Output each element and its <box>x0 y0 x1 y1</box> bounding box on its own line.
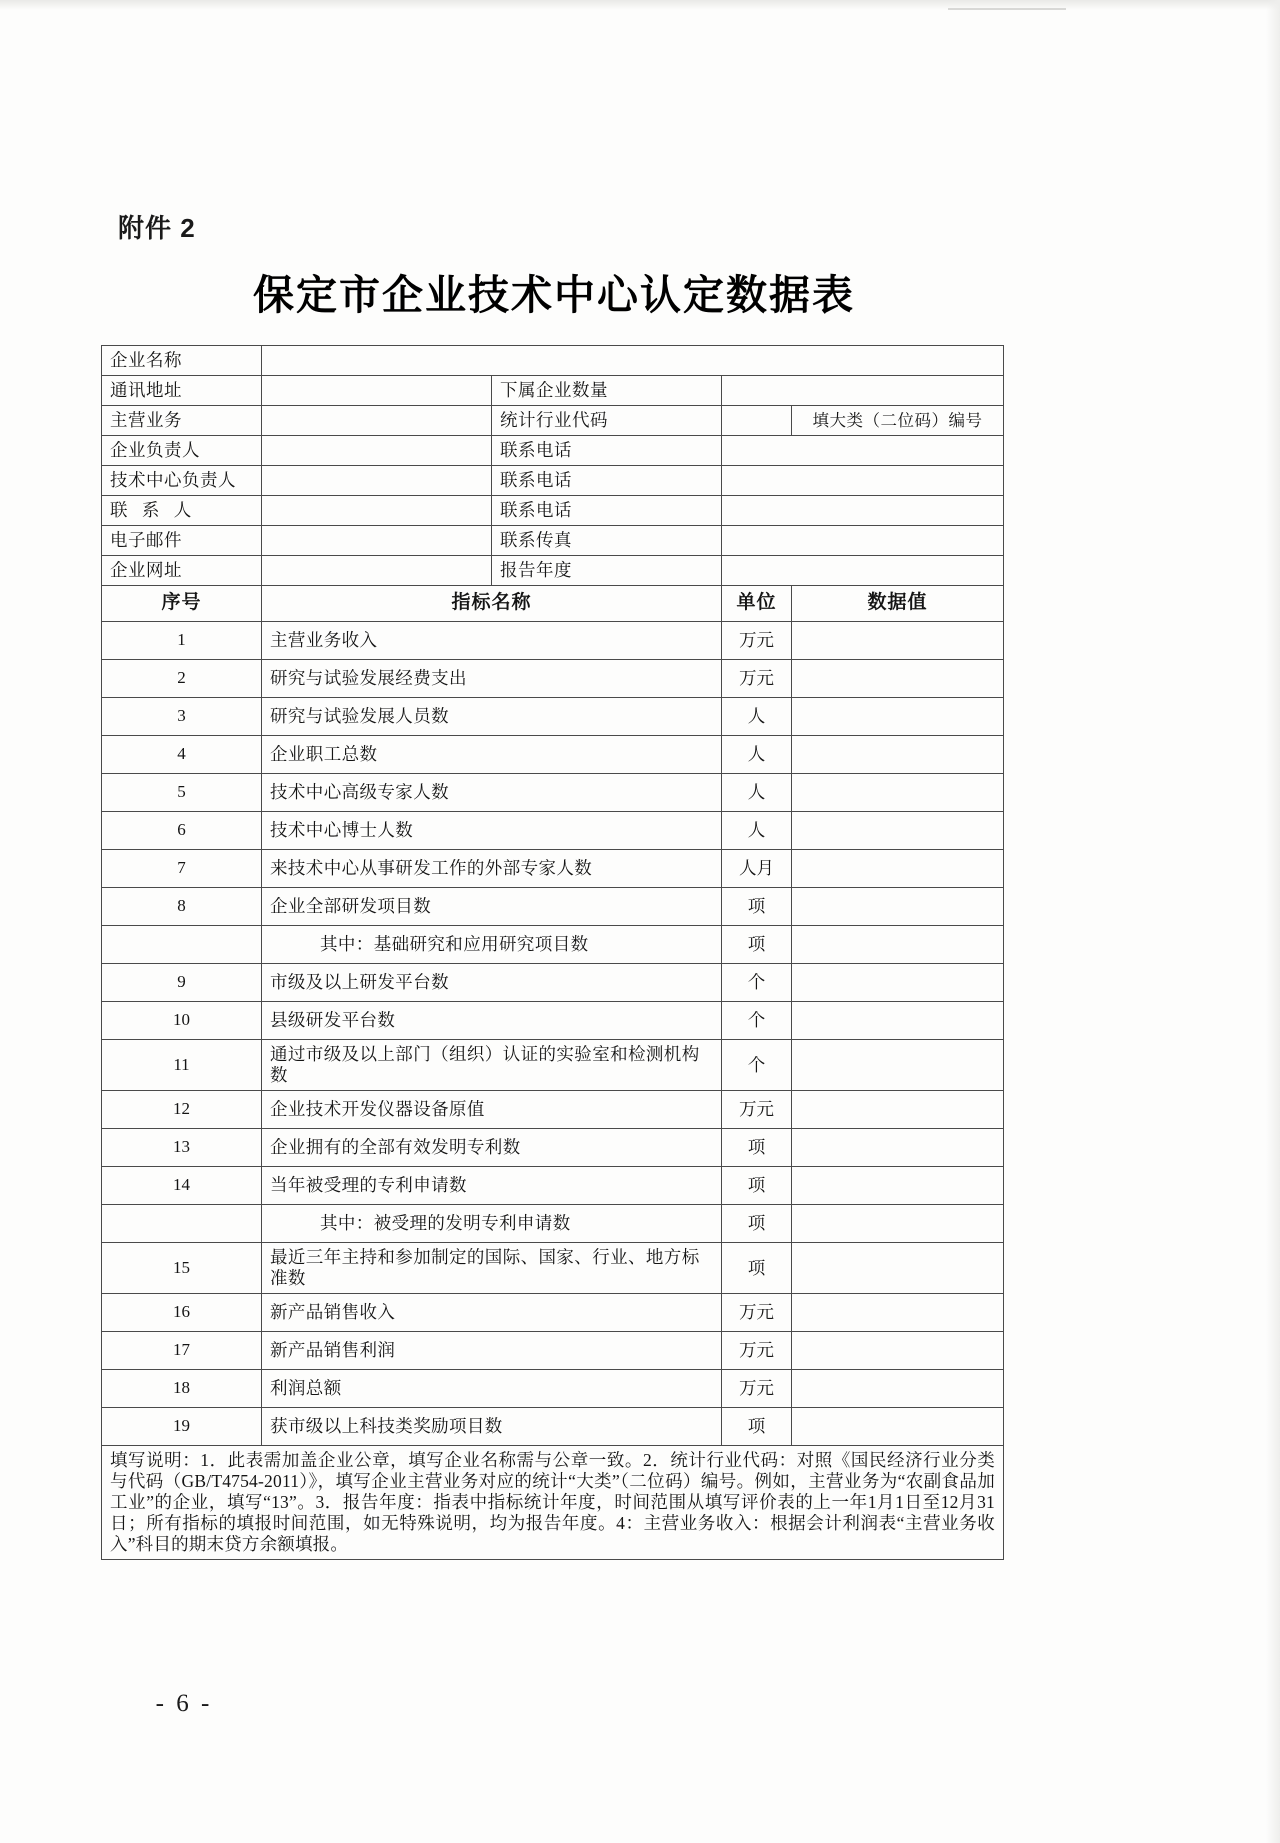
indicator-name: 企业技术开发仪器设备原值 <box>262 1091 722 1129</box>
indicator-unit: 项 <box>722 1408 792 1446</box>
row-index <box>102 926 262 964</box>
row-index: 18 <box>102 1370 262 1408</box>
notes-row <box>102 1446 1004 1560</box>
info-row-value-field[interactable] <box>262 376 492 406</box>
table-row <box>102 660 1004 698</box>
table-row <box>102 698 1004 736</box>
indicator-value-field[interactable] <box>792 698 1004 736</box>
indicator-name: 利润总额 <box>262 1370 722 1408</box>
info-row-value-field-secondary[interactable] <box>722 526 1004 556</box>
indicator-value-field[interactable] <box>792 1091 1004 1129</box>
indicator-value-field[interactable] <box>792 1167 1004 1205</box>
scan-artifact-top <box>0 0 1280 10</box>
info-row-label-secondary: 统计行业代码 <box>492 406 722 436</box>
row-index: 11 <box>102 1040 262 1091</box>
row-index: 13 <box>102 1129 262 1167</box>
indicator-name: 研究与试验发展人员数 <box>262 698 722 736</box>
data-form-table <box>101 345 1004 1560</box>
row-index: 10 <box>102 1002 262 1040</box>
info-row-label: 技术中心负责人 <box>102 466 262 496</box>
indicator-unit: 万元 <box>722 660 792 698</box>
page-number: - 6 - <box>155 1690 213 1717</box>
row-index: 2 <box>102 660 262 698</box>
indicator-value-field[interactable] <box>792 1294 1004 1332</box>
indicator-value-field[interactable] <box>792 774 1004 812</box>
indicator-name: 企业职工总数 <box>262 736 722 774</box>
column-header-no: 序号 <box>102 586 262 622</box>
indicator-unit: 个 <box>722 964 792 1002</box>
table-row <box>102 1408 1004 1446</box>
table-row <box>102 736 1004 774</box>
indicator-unit: 项 <box>722 926 792 964</box>
info-row-value-field-secondary[interactable] <box>722 496 1004 526</box>
scan-artifact-right <box>1266 0 1280 1843</box>
row-index <box>102 1205 262 1243</box>
row-index: 4 <box>102 736 262 774</box>
row-index: 6 <box>102 812 262 850</box>
info-row-label: 联 系 人 <box>102 496 262 526</box>
info-row <box>102 436 1004 466</box>
info-row <box>102 406 1004 436</box>
form-instructions: 填写说明：1．此表需加盖企业公章，填写企业名称需与公章一致。2．统计行业代码：对照《国民经济行业分类与代码（GB/T4754-2011）》，填写企业主营业务对应的统计“大类”（二位码）编号。例如，主营业务为“农副食品加工业”的企业，填写“13”。3．报告年度：指表中指标统计年度，时间范围从填写评价表的上一年1月1日至12月31日；所有指标的填报时间范围，如无特殊说明，均为报告年度。4：主营业务收入：根据会计利润表“主营业务收入”科目的期末贷方余额填报。 <box>102 1446 1004 1560</box>
indicator-unit: 万元 <box>722 622 792 660</box>
table-row <box>102 1243 1004 1294</box>
indicator-value-field[interactable] <box>792 812 1004 850</box>
indicator-name: 主营业务收入 <box>262 622 722 660</box>
info-row-value-field-secondary[interactable] <box>722 556 1004 586</box>
indicator-unit: 项 <box>722 888 792 926</box>
info-row <box>102 556 1004 586</box>
info-row-value-field-secondary[interactable] <box>722 436 1004 466</box>
page-title: 保定市企业技术中心认定数据表 <box>253 272 855 318</box>
attachment-label: 附件 2 <box>118 213 196 243</box>
info-row-label-secondary: 联系电话 <box>492 466 722 496</box>
table-row <box>102 926 1004 964</box>
indicator-unit: 项 <box>722 1243 792 1294</box>
info-row <box>102 496 1004 526</box>
indicator-name: 市级及以上研发平台数 <box>262 964 722 1002</box>
indicator-value-field[interactable] <box>792 660 1004 698</box>
info-row-label: 通讯地址 <box>102 376 262 406</box>
info-row <box>102 346 1004 376</box>
indicator-value-field[interactable] <box>792 888 1004 926</box>
row-index: 19 <box>102 1408 262 1446</box>
indicator-name: 通过市级及以上部门（组织）认证的实验室和检测机构数 <box>262 1040 722 1091</box>
info-row-value-field[interactable] <box>262 466 492 496</box>
indicator-name: 来技术中心从事研发工作的外部专家人数 <box>262 850 722 888</box>
indicator-name: 新产品销售利润 <box>262 1332 722 1370</box>
indicator-name: 最近三年主持和参加制定的国际、国家、行业、地方标准数 <box>262 1243 722 1294</box>
table-row <box>102 1129 1004 1167</box>
indicator-unit: 万元 <box>722 1332 792 1370</box>
indicator-value-field[interactable] <box>792 1408 1004 1446</box>
info-row <box>102 526 1004 556</box>
indicator-value-field[interactable] <box>792 736 1004 774</box>
indicator-header-row <box>102 586 1004 622</box>
column-header-value: 数据值 <box>792 586 1004 622</box>
indicator-value-field[interactable] <box>792 926 1004 964</box>
info-row-label: 企业网址 <box>102 556 262 586</box>
indicator-unit: 人 <box>722 698 792 736</box>
indicator-unit: 万元 <box>722 1370 792 1408</box>
indicator-unit: 万元 <box>722 1091 792 1129</box>
table-row <box>102 850 1004 888</box>
info-row-label-secondary: 报告年度 <box>492 556 722 586</box>
indicator-value-field[interactable] <box>792 1129 1004 1167</box>
info-row-label: 主营业务 <box>102 406 262 436</box>
row-index: 1 <box>102 622 262 660</box>
info-row-label: 企业名称 <box>102 346 262 376</box>
info-row-value-field[interactable] <box>262 436 492 466</box>
indicator-value-field[interactable] <box>792 622 1004 660</box>
info-row <box>102 466 1004 496</box>
indicator-value-field[interactable] <box>792 1243 1004 1294</box>
table-row <box>102 1002 1004 1040</box>
info-row-note: 填大类（二位码）编号 <box>792 406 1004 436</box>
info-row-value-field-secondary[interactable] <box>722 376 1004 406</box>
indicator-name: 技术中心高级专家人数 <box>262 774 722 812</box>
indicator-unit: 项 <box>722 1205 792 1243</box>
row-index: 8 <box>102 888 262 926</box>
info-row-label-secondary: 联系传真 <box>492 526 722 556</box>
row-index: 5 <box>102 774 262 812</box>
info-row-label: 电子邮件 <box>102 526 262 556</box>
indicator-value-field[interactable] <box>792 964 1004 1002</box>
info-row-label: 企业负责人 <box>102 436 262 466</box>
indicator-name: 技术中心博士人数 <box>262 812 722 850</box>
indicator-value-field[interactable] <box>792 1332 1004 1370</box>
row-index: 15 <box>102 1243 262 1294</box>
indicator-value-field[interactable] <box>792 1205 1004 1243</box>
indicator-value-field[interactable] <box>792 1002 1004 1040</box>
indicator-name: 其中：基础研究和应用研究项目数 <box>262 926 722 964</box>
row-index: 3 <box>102 698 262 736</box>
info-row-value-field[interactable] <box>262 526 492 556</box>
row-index: 7 <box>102 850 262 888</box>
column-header-name: 指标名称 <box>262 586 722 622</box>
indicator-unit: 人 <box>722 812 792 850</box>
indicator-value-field[interactable] <box>792 1370 1004 1408</box>
info-row-value-field-secondary[interactable] <box>722 466 1004 496</box>
info-row <box>102 376 1004 406</box>
indicator-unit: 人月 <box>722 850 792 888</box>
column-header-unit: 单位 <box>722 586 792 622</box>
table-row <box>102 1332 1004 1370</box>
info-row-label-secondary: 联系电话 <box>492 496 722 526</box>
row-index: 12 <box>102 1091 262 1129</box>
table-row <box>102 622 1004 660</box>
indicator-unit: 万元 <box>722 1294 792 1332</box>
indicator-value-field[interactable] <box>792 1040 1004 1091</box>
indicator-unit: 个 <box>722 1002 792 1040</box>
info-row-value-field-secondary[interactable] <box>722 406 792 436</box>
indicator-name: 企业拥有的全部有效发明专利数 <box>262 1129 722 1167</box>
indicator-unit: 人 <box>722 774 792 812</box>
indicator-name: 其中：被受理的发明专利申请数 <box>262 1205 722 1243</box>
table-row <box>102 1294 1004 1332</box>
table-row <box>102 888 1004 926</box>
row-index: 9 <box>102 964 262 1002</box>
indicator-name: 当年被受理的专利申请数 <box>262 1167 722 1205</box>
indicator-value-field[interactable] <box>792 850 1004 888</box>
indicator-unit: 人 <box>722 736 792 774</box>
indicator-unit: 项 <box>722 1129 792 1167</box>
scan-artifact-line <box>948 8 1066 10</box>
table-row <box>102 1040 1004 1091</box>
table-row <box>102 1370 1004 1408</box>
indicator-name: 研究与试验发展经费支出 <box>262 660 722 698</box>
row-index: 17 <box>102 1332 262 1370</box>
info-row-value-field[interactable] <box>262 406 492 436</box>
info-row-label-secondary: 下属企业数量 <box>492 376 722 406</box>
indicator-unit: 项 <box>722 1167 792 1205</box>
indicator-name: 企业全部研发项目数 <box>262 888 722 926</box>
table-row <box>102 1091 1004 1129</box>
indicator-name: 获市级以上科技类奖励项目数 <box>262 1408 722 1446</box>
table-row <box>102 1167 1004 1205</box>
info-row-value-field[interactable] <box>262 496 492 526</box>
indicator-name: 新产品销售收入 <box>262 1294 722 1332</box>
info-row-value-field[interactable] <box>262 346 1004 376</box>
indicator-unit: 个 <box>722 1040 792 1091</box>
info-row-value-field[interactable] <box>262 556 492 586</box>
table-row <box>102 812 1004 850</box>
row-index: 16 <box>102 1294 262 1332</box>
table-row <box>102 774 1004 812</box>
row-index: 14 <box>102 1167 262 1205</box>
info-row-label-secondary: 联系电话 <box>492 436 722 466</box>
indicator-name: 县级研发平台数 <box>262 1002 722 1040</box>
table-row <box>102 964 1004 1002</box>
table-row <box>102 1205 1004 1243</box>
